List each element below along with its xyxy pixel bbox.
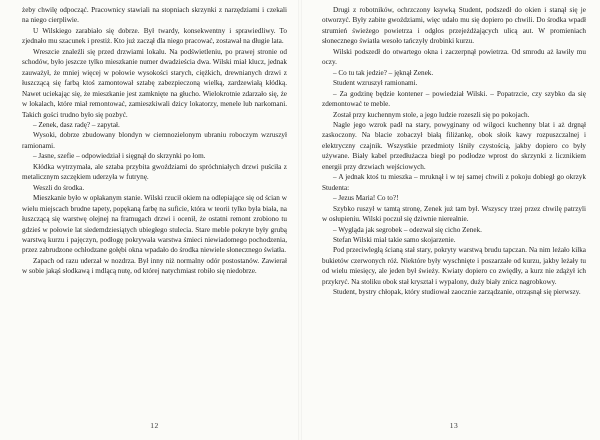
paragraph: – A jednak ktoś tu mieszka – mruknął i w tej samej chwili z pokoju dobiegł go okrzyk Studenta:: [322, 173, 586, 192]
paragraph: Stefan Wilski miał takie samo skojarzenie.: [333, 235, 456, 244]
paragraph: Student, bystry chłopak, który studiował zaocznie zarządzanie, otrząsnął się pierwszy.: [333, 288, 581, 297]
paragraph: – Jezus Maria! Co to?!: [333, 194, 399, 203]
paragraph: Wreszcie znaleźli się przed drzwiami lokalu. Na podświetleniu, po prawej stronie od schodów, było jeszcze tylko mieszkanie numer dwadzieścia dwa. Wilski miał klucz, jednak zauważył, że mniej więcej w połowie wysokości starych, ciężkich, drewnianych drzwi z łuszczącą się farbą ktoś zamontował sztabę zabezpieczoną wielką, zardzewiałą kłódką. Nawet uciekając się, że mieszkanie jest zamknięte na głucho. Wielokrotnie zdarzało się, że w lokalach, które miał remontować, zamieszkiwali dzicy lokatorzy, menele lub narkomani. Takich gości trudno było się pozbyć.: [22, 47, 287, 119]
paragraph: Nagle jego wzrok padł na stary, powyginany od wilgoci kuchenny blat i aż drgnął zaskoczony. Na blacie zobaczył białą filiżankę, obok słoik kawy rozpuszczalnej i elektryczny czajnik. Wszystkie przedmioty lśniły czystością, jakby dopiero co były używane. Biały kabel przedłużacza biegł po podłodze wprost do skrzynki z licznikiem energii przy drzwiach wejściowych.: [322, 120, 586, 171]
paragraph: żeby chwilę odpocząć. Pracownicy stawiali na stopniach skrzynki z narzędziami i czekali na niego cierpliwie.: [22, 6, 287, 25]
paragraph: Weszli do środka.: [33, 183, 85, 192]
paragraph: Wilski podszedł do otwartego okna i zaczerpnął powietrza. Od smrodu aż ławiły mu oczy.: [322, 47, 586, 67]
left-page-text: [22, 5, 287, 277]
paragraph: Drugi z robotników, ochrzczony ksywką Student, podszedł do okien i stanął się je otworzyć. Były zabite gwoździami, więc udało mu się dopiero po chwili. Do środka wpadł strumień świeżego powietrza i odgłos przejeżdżających ulicą aut. W promieniach słonecznego światła wesoło tańczyły drobinki kurzu.: [322, 6, 586, 46]
right-page: [300, 0, 600, 440]
paragraph: Szybko ruszył w tamtą stronę, Zenek już tam był. Wszyscy trzej przez chwilę patrzyli w osłupieniu. Wilski poczuł się dziwnie nierealnie.: [322, 204, 586, 224]
paragraph: U Wilskiego zarabiało się dobrze. Był twardy, konsekwentny i sprawiedliwy. To zjednało mu szacunek i prestiż. Kto już zaczął dla niego pracować, zostawał na długie lata.: [22, 26, 287, 46]
paragraph: – Co tu tak jedzie? – jęknął Zenek.: [333, 68, 434, 77]
paragraph: – Wygląda jak segrobek – odezwał się cicho Zenek.: [333, 225, 482, 234]
paragraph: Student wzruszył ramionami.: [333, 79, 418, 88]
paragraph: Zapach od razu uderzał w nozdrza. Był inny niż normalny odór postostanów. Zawierał w sobie jakąś słodkawą i mdlącą nutę, od której natychmiast robiło się niedobrze.: [22, 256, 287, 276]
right-page-text: [322, 5, 586, 298]
left-page-number: 12: [150, 421, 159, 430]
paragraph: – Za godzinę będzie kontener – powiedział Wilski. – Popatrzcie, czy szybko da się zdemontować te meble.: [322, 89, 586, 109]
paragraph: Kłódka wytrzymała, ale sztaba przybita gwoździami do spróchniałych drzwi puściła z metalicznym szczękiem uderzyła w futrynę.: [22, 162, 287, 182]
paragraph: Wysoki, dobrze zbudowany blondyn w ciemnozielonym ubraniu roboczym wzruszył ramionami.: [22, 131, 287, 150]
paragraph: – Zenek, dasz radę? – zapytał.: [33, 120, 120, 129]
right-page-number: 13: [449, 421, 459, 430]
paragraph: Został przy kuchennym stole, a jego ludzie rozeszli się po pokojach.: [333, 110, 530, 119]
paragraph: – Jasne, szefie – odpowiedział i sięgnął do skrzynki po łom.: [33, 152, 206, 161]
paragraph: Mieszkanie było w opłakanym stanie. Wilski rzucił okiem na odlepiające się od ścian w wielu miejscach brudne tapety, popękaną farbę na suficie, która w teorii tylko była biała, na łuszczącą się warstwę olejnej na framugach drzwi i ocenił, że ostatni remont zrobiono tu gdzieś w połowie lat siedemdziesiątych ubiegłego stulecia. Stare meble pokryte były grubą warstwą kurzu i pajęczyn, podłogę pokrywała warstwa śmieci niewiadomego pochodzenia, przez zabrudzone ochłodzane gołębi okna wpadało do środka niewiele słonecznego światła.: [22, 194, 287, 255]
paragraph: Pod przeciwległą ścianą stał stary, pokryty warstwą brudu tapczan. Na nim leżało kilka bukietów czerwonych róż. Niektóre były wyschnięte i poszarzałe od kurzu, jakby leżały tu od wielu miesięcy, ale jeden był świeży. Kwiaty dopiero co zwiędły, a kurz nie zdążył ich przykryć. Na stoliku obok stał kryształ i wypalony, duży biały znicz nagrobkowy.: [322, 246, 586, 286]
